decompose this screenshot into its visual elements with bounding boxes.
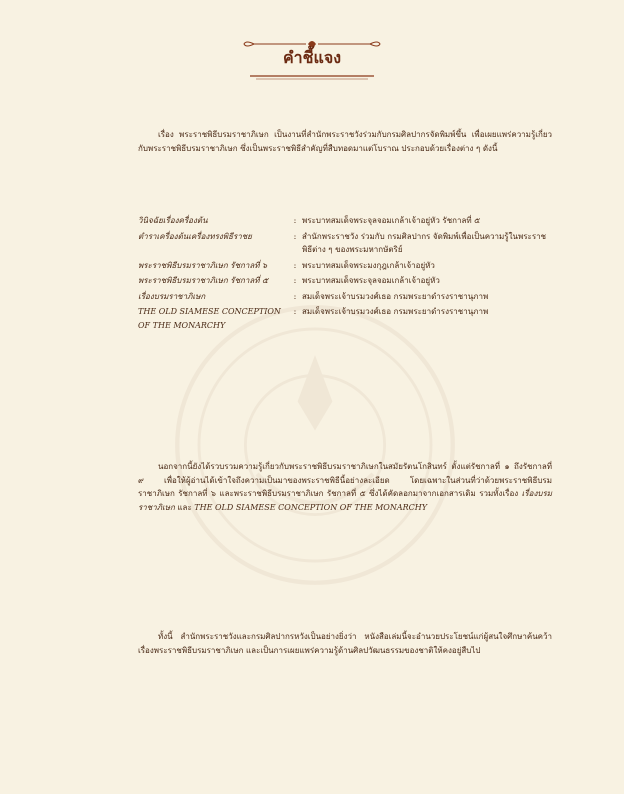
list-item bbox=[138, 274, 552, 288]
list-separator: : bbox=[293, 231, 297, 241]
work-author: สมเด็จพระเจ้าบรมวงศ์เธอ กรมพระยาดำรงราชานุภาพ bbox=[302, 291, 489, 301]
italic-work-title: เรื่องบรมราชาภิเษก bbox=[138, 489, 553, 512]
list-item bbox=[138, 214, 552, 228]
list-item bbox=[138, 259, 552, 273]
list-separator: : bbox=[293, 276, 297, 285]
work-author: พระบาทสมเด็จพระจุลจอมเกล้าเจ้าอยู่หัว รัชกาลที่ ๕ bbox=[302, 216, 481, 225]
list-item bbox=[138, 305, 552, 332]
work-title: พระราชพิธีบรมราชาภิเษก รัชกาลที่ ๕ bbox=[138, 276, 269, 285]
work-title: ตำราเครื่องต้นเครื่องทรงพิธีราชย bbox=[138, 231, 252, 241]
list-item bbox=[138, 290, 552, 304]
intro-paragraph: เรื่อง พระราชพิธีบรมราชาภิเษก เป็นงานที่สำนักพระราชวังร่วมกับกรมศิลปากรจัดพิมพ์ขึ้น เพื่อเผยแพร่ความรู้เกี่ยวกับพระราชพิธีบรมราชาภิเษก ซึ่งเป็นพระราชพิธีสำคัญที่สืบทอดมาแต่โบราณ ประกอบด้วยเรื่องต่าง ๆ ดังนี้ bbox=[138, 130, 552, 153]
body-text: นอกจากนี้ยังได้รวบรวมความรู้เกี่ยวกับพระราชพิธีบรมราชาภิเษกในสมัยรัตนโกสินทร์ ตั้งแต่รัชกาลที่ ๑ ถึงรัชกาลที่ ๙ เพื่อให้ผู้อ่านได้เข้าใจถึงความเป็นมาของพระราชพิธีนี้อย่างละเอียด โดยเฉพาะในส่วนที่ว่าด้วยพระราชพิธีบรมราชาภิเษก รัชกาลที่ ๖ และพระราชพิธีบรมราชาภิเษก รัชกาลที่ ๕ ซึ่งได้คัดลอกมาจากเอกสารเดิม รวมทั้งเรื่อง bbox=[138, 462, 552, 498]
list-item bbox=[138, 230, 552, 257]
work-author: สมเด็จพระเจ้าบรมวงศ์เธอ กรมพระยาดำรงราชานุภาพ bbox=[302, 307, 489, 316]
italic-work-title: THE OLD SIAMESE CONCEPTION OF THE MONARCHY bbox=[194, 502, 428, 512]
title-frame bbox=[238, 36, 386, 86]
work-author: พระบาทสมเด็จพระมงกุฎเกล้าเจ้าอยู่หัว bbox=[302, 260, 435, 270]
works-list bbox=[138, 214, 552, 334]
body-paragraph-3: ทั้งนี้ สำนักพระราชวังและกรมศิลปากรหวังเป็นอย่างยิ่งว่า หนังสือเล่มนี้จะอำนวยประโยชน์แก่ผู้สนใจศึกษาค้นคว้าเรื่องพระราชพิธีบรมราชาภิเษก และเป็นการเผยแพร่ความรู้ด้านศิลปวัฒนธรรมของชาติให้คงอยู่สืบไป bbox=[138, 632, 552, 655]
royal-seal-watermark-icon bbox=[170, 300, 460, 590]
list-separator: : bbox=[293, 307, 297, 316]
work-author: พระบาทสมเด็จพระจุลจอมเกล้าเจ้าอยู่หัว bbox=[302, 276, 440, 285]
list-separator: : bbox=[293, 291, 297, 301]
work-title: THE OLD SIAMESE CONCEPTION OF THE MONARCHY bbox=[138, 307, 281, 330]
work-title: วินิจฉัยเรื่องครื่องต้น bbox=[138, 216, 208, 225]
list-separator: : bbox=[293, 216, 297, 225]
work-title: เรื่องบรมราชาภิเษก bbox=[138, 291, 206, 301]
work-author: สำนักพระราชวัง ร่วมกับ กรมศิลปากร จัดพิมพ์เพื่อเป็นความรู้ในพระราชพิธีต่าง ๆ ของพระมหากษัตริย์ bbox=[302, 231, 547, 254]
list-separator: : bbox=[293, 260, 297, 270]
work-title: พระราชพิธีบรมราชาภิเษก รัชกาลที่ ๖ bbox=[138, 260, 268, 270]
page-title: คำชี้แจง bbox=[282, 48, 342, 67]
conjunction-text: และ bbox=[177, 502, 192, 512]
body-paragraph-2 bbox=[138, 460, 552, 514]
